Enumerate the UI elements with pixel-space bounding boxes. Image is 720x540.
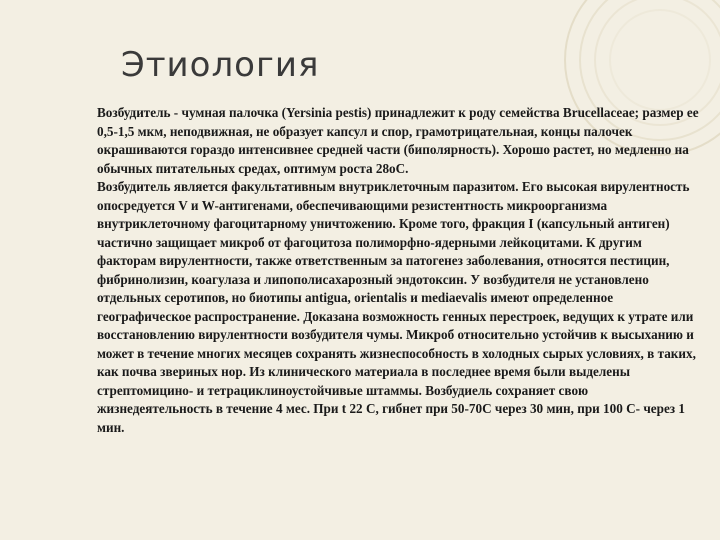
paragraph-virulence-factors: Возбудитель является факультативным внутриклеточным паразитом. Его высокая вирулентность опосредуется V и W-антигенами, обеспечивающими резистентность микроорганизма внутриклеточному фагоцитарному уничтожению. Кроме того, фракция I (капсульный антиген) частично защищает микроб от фагоцитоза полиморфно-ядерными лейкоцитами. К другим факторам вирулентности, также ответственным за патогенез заболевания, относятся пестицин, фибринолизин, коагулаза и липополисахарозный эндотоксин. У возбудителя не установлено отдельных серотипов, но биотипы antigua, orientalis и mediaevalis имеют определенное географическое распространение. Доказана возможность генных перестроек, ведущих к утрате или восстановлению вирулентности возбудителя чумы. Микроб относительно устойчив к высыханию и может в течение многих месяцев сохранять жизнеспособность в холодных сырых условиях, в таких, как почва звериных нор. Из клинического материала в последнее время были выделены стрептомицино- и тетрациклиноустойчивые штаммы. Возбудиель сохраняет свою жизнедеятельность в течение 4 мес. При t 22 С, гибнет при 50-70С через 30 мин, при 100 С- через 1 мин. (97, 179, 696, 435)
slide-title: Этиология (121, 45, 320, 85)
paragraph-pathogen-description: Возбудитель - чумная палочка (Yersinia pestis) принадлежит к роду семейства Brucellaceae; размер ее 0,5-1,5 мкм, неподвижная, не образует капсул и спор, грамотрицательная, концы палочек окрашиваются гораздо интенсивнее средней части (биполярность). Хорошо растет, но медленно на обычных питательных средах, оптимум роста 28оС. (97, 105, 699, 176)
slide-body (97, 104, 702, 437)
